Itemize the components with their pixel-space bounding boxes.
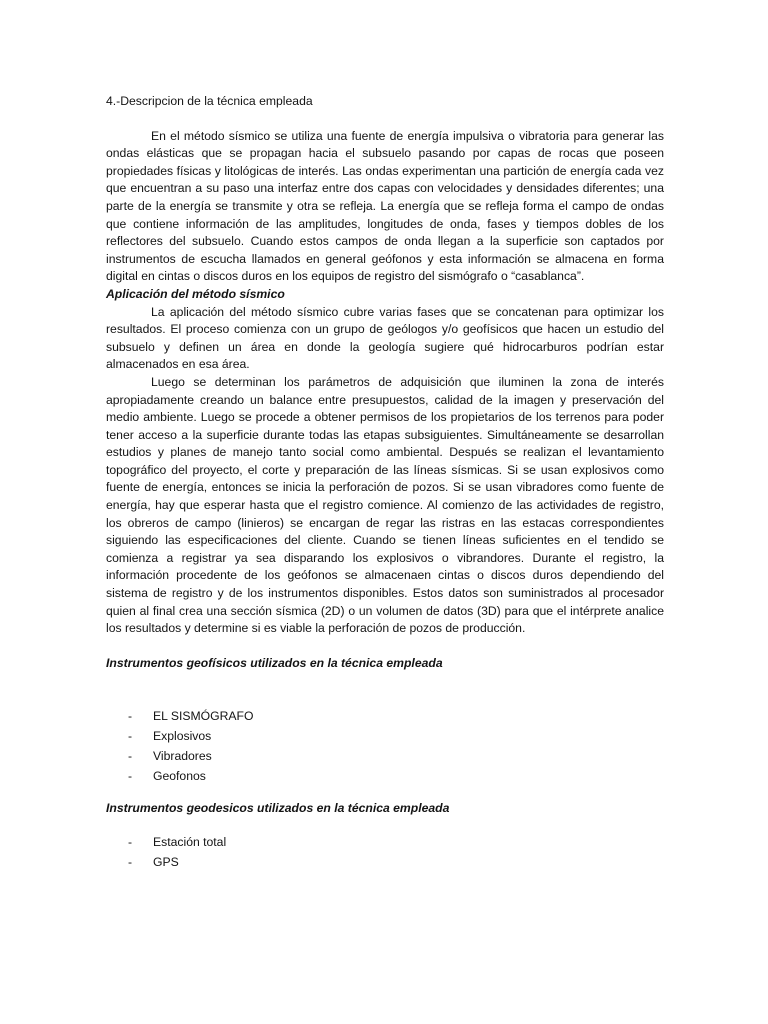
geodesicos-list [106, 832, 664, 872]
list-item-label: Geofonos [153, 769, 206, 784]
geofisicos-list [106, 706, 664, 786]
list-item [106, 726, 664, 746]
geodesicos-title: Instrumentos geodesicos utilizados en la técnica empleada [106, 801, 450, 816]
geofisicos-title: Instrumentos geofísicos utilizados en la técnica empleada [106, 655, 443, 670]
list-item-label: Estación total [153, 835, 227, 849]
list-item-label: EL SISMÓGRAFO [153, 709, 254, 724]
list-item [106, 766, 664, 786]
list-item [106, 852, 664, 872]
subheading-aplicacion: Aplicación del método sísmico [106, 286, 285, 301]
section-heading: 4.-Descripcion de la técnica empleada [106, 94, 313, 108]
list-item-label: Explosivos [153, 729, 212, 744]
dash-bullet: - [128, 709, 133, 724]
list-item-label: Vibradores [153, 749, 212, 764]
dash-bullet: - [128, 769, 133, 784]
dash-bullet: - [128, 855, 133, 869]
list-item [106, 832, 664, 852]
paragraph-metodo-sismico: En el método sísmico se utiliza una fuente de energía impulsiva o vibratoria para generar las ondas elásticas que se propagan hacia el subsuelo pasando por capas de rocas que poseen propiedades físicas y litológicas de interés. Las ondas experimentan una partición de energía cada vez que encuentran a su paso una interfaz entre dos capas con velocidades y densidades diferentes; una parte de la energía se transmite y otra se refleja. La energía que se refleja forma el campo de ondas que contiene información de las amplitudes, longitudes de onda, fases y tiempos dobles de los reflectores del subsuelo. Cuando estos campos de onda llegan a la superficie son captados por instrumentos de escucha llamados en general geófonos y esta información se almacena en forma digital en cintas o discos duros en los equipos de registro del sismógrafo o “casablanca”. [106, 128, 664, 284]
list-item-label: GPS [153, 855, 179, 869]
dash-bullet: - [128, 835, 133, 849]
paragraph-parametros: Luego se determinan los parámetros de adquisición que iluminen la zona de interés apropiadamente creando un balance entre presupuestos, calidad de la imagen y preservación del medio ambiente. Luego se procede a obtener permisos de los propietarios de los terrenos para poder tener acceso a la superficie durante todas las etapas subsiguientes. Simultáneamente se desarrollan estudios y planes de manejo tanto social como ambiental. Después se realizan el levantamiento topográfico del proyecto, el corte y preparación de las líneas sísmicas. Si se usan explosivos como fuente de energía, entonces se inicia la perforación de pozos. Si se usan vibradores como fuente de energía, hay que esperar hasta que el registro comience. Al comienzo de las actividades de registro, los obreros de campo (linieros) se encargan de regar las ristras en las estacas correspondientes siguiendo las especificaciones del cliente. Cuando se tienen líneas suficientes en el tendido se comienza a registrar ya sea disparando los explosivos o vibrandores. Durante el registro, la información procedente de los geófonos se almacenaen cintas o discos duros dependiendo del sistema de registro y de los instrumentos disponibles. Estos datos son suministrados al procesador quien al final crea una sección sísmica (2D) o un volumen de datos (3D) para que el intérprete analice los resultados y determine si es viable la perforación de pozos de producción. [106, 374, 664, 636]
dash-bullet: - [128, 749, 133, 764]
paragraph-aplicacion: La aplicación del método sísmico cubre varias fases que se concatenan para optimizar los resultados. El proceso comienza con un grupo de geólogos y/o geofísicos que hacen un estudio del subsuelo y definen un área en donde la geología sugiere qué hidrocarburos podrían estar almacenados en esa área. [106, 304, 664, 372]
list-item [106, 706, 664, 726]
dash-bullet: - [128, 729, 133, 744]
list-item [106, 746, 664, 766]
